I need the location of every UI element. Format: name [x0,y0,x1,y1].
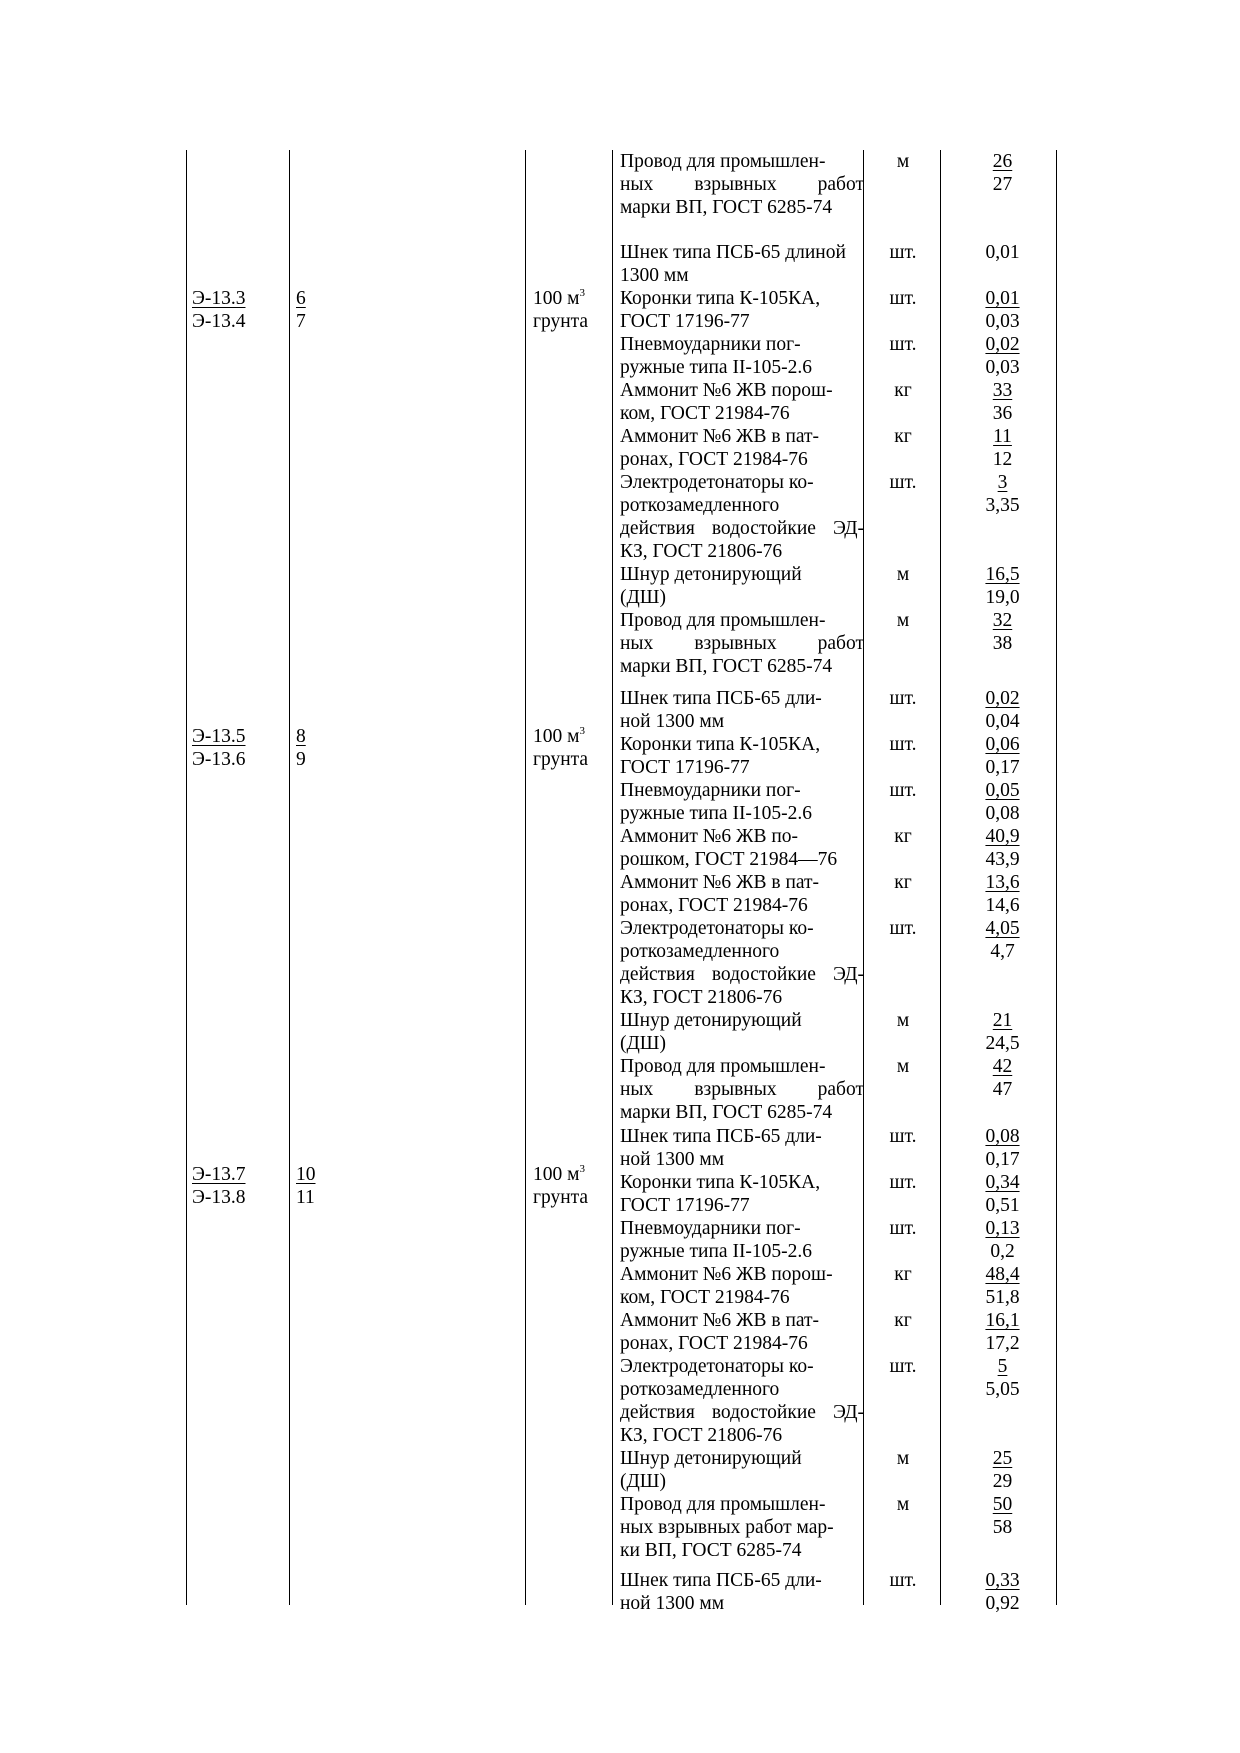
resource-values [945,379,1060,425]
resource-line: Провод для промышлен- [620,1056,826,1077]
resource-values [945,1217,1060,1263]
resource-value: 16,1 [985,1310,1020,1331]
resource-name [620,1125,864,1171]
resource-name [620,1569,864,1615]
resource-name [620,687,864,733]
resource-line: действия водостойкие ЭД- [620,1402,864,1423]
resource-name [620,563,864,609]
resource-line: ронах, ГОСТ 21984-76 [620,1333,808,1354]
resource-name [620,471,864,563]
resource-value: 13,6 [985,872,1020,893]
resource-value: 58 [992,1517,1013,1538]
resource-line: роткозамедленного [620,941,780,962]
measure-unit-sub: грунта [533,749,589,770]
resource-line: ГОСТ 17196-77 [620,311,750,332]
resource-name [620,1171,864,1217]
resource-unit: шт. [889,1126,917,1147]
column-divider [612,150,613,1605]
resource-line: (ДШ) [620,1033,666,1054]
resource-values [945,1263,1060,1309]
resource-unit: шт. [889,780,917,801]
resource-value: 38 [992,633,1013,654]
resource-values [945,779,1060,825]
resource-value: 25 [992,1448,1013,1469]
resource-values [945,687,1060,733]
resource-unit: кг [894,380,912,401]
resource-value: 24,5 [985,1033,1020,1054]
resource-value: 14,6 [985,895,1020,916]
resource-line: Шнек типа ПСБ-65 длиной [620,242,846,263]
measure-unit-sub: грунта [533,1187,589,1208]
resource-line: Аммонит №6 ЖВ по- [620,826,799,847]
resource-name [620,779,864,825]
resource-unit: м [896,610,910,631]
resource-value: 0,01 [985,242,1020,263]
resource-value: 0,08 [985,803,1020,824]
resource-unit: кг [894,426,912,447]
resource-line: Аммонит №6 ЖВ порош- [620,380,833,401]
resource-line: ГОСТ 17196-77 [620,1195,750,1216]
resource-line: Аммонит №6 ЖВ в пат- [620,1310,820,1331]
norm-code: Э-13.8 [192,1187,246,1208]
resource-value: 0,01 [985,288,1020,309]
resource-value: 48,4 [985,1264,1020,1285]
resource-line: Коронки типа К-105КА, [620,734,821,755]
resource-line: ных взрывных работ [620,174,864,195]
resource-line: марки ВП, ГОСТ 6285-74 [620,197,833,218]
resource-values [945,1447,1060,1493]
resource-values [945,1355,1060,1401]
resource-name [620,1355,864,1447]
resource-unit: шт. [889,1218,917,1239]
resource-unit: шт. [889,288,917,309]
resource-value: 5 [997,1356,1008,1377]
resource-line: рошком, ГОСТ 21984—76 [620,849,838,870]
resource-line: (ДШ) [620,587,666,608]
resource-line: ГОСТ 17196-77 [620,757,750,778]
resource-line: Шнек типа ПСБ-65 дли- [620,1570,822,1591]
resource-values [945,1569,1060,1615]
resource-unit: м [896,151,910,172]
norm-code: Э-13.3 [192,288,246,309]
resource-line: ружные типа II-105-2.6 [620,1241,813,1262]
resource-line: КЗ, ГОСТ 21806-76 [620,541,783,562]
resource-values [945,871,1060,917]
resource-value: 0,34 [985,1172,1020,1193]
resource-value: 0,92 [985,1593,1020,1614]
resource-unit: кг [894,826,912,847]
resource-line: Шнур детонирующий [620,1448,802,1469]
resource-line: роткозамедленного [620,1379,780,1400]
resource-line: Шнур детонирующий [620,1010,802,1031]
resource-unit: шт. [889,334,917,355]
resource-value: 4,05 [985,918,1020,939]
resource-unit: шт. [889,242,917,263]
resource-line: Пневмоударники пог- [620,780,801,801]
resource-value: 0,08 [985,1126,1020,1147]
resource-name [620,1263,864,1309]
resource-line: ных взрывных работ [620,633,864,654]
measure-unit: 100 $м^3$ [533,1163,585,1185]
resource-line: действия водостойкие ЭД- [620,518,864,539]
resource-value: 12 [992,449,1013,470]
resource-unit: м [896,564,910,585]
resource-values [945,471,1060,517]
resource-line: Шнур детонирующий [620,564,802,585]
resource-line: Аммонит №6 ЖВ в пат- [620,872,820,893]
column-divider [186,150,187,1605]
resource-values [945,825,1060,871]
resource-values [945,287,1060,333]
resource-name [620,609,864,678]
resource-line: Шнек типа ПСБ-65 дли- [620,1126,822,1147]
resource-line: ронах, ГОСТ 21984-76 [620,895,808,916]
resource-name [620,871,864,917]
resource-line: Провод для промышлен- [620,610,826,631]
resource-value: 0,04 [985,711,1020,732]
resource-line: ной 1300 мм [620,711,725,732]
resource-line: действия водостойкие ЭД- [620,964,864,985]
resource-name [620,1309,864,1355]
resource-line: ной 1300 мм [620,1149,725,1170]
resource-name [620,425,864,471]
resource-values [945,1171,1060,1217]
column-divider [289,150,290,1605]
resource-value: 42 [992,1056,1013,1077]
resource-line: Провод для промышлен- [620,1494,826,1515]
column-divider [525,150,526,1605]
resource-unit: шт. [889,688,917,709]
resource-name [620,287,864,333]
resource-value: 5,05 [985,1379,1020,1400]
resource-name [620,1493,864,1562]
norm-code: Э-13.4 [192,311,246,332]
resource-value: 47 [992,1079,1013,1100]
resource-line: Коронки типа К-105КА, [620,288,821,309]
norm-code: Э-13.6 [192,749,246,770]
resource-value: 3,35 [985,495,1020,516]
resource-values [945,733,1060,779]
measure-unit: 100 $м^3$ [533,287,585,309]
resource-value: 3 [997,472,1008,493]
resource-values [945,241,1060,264]
resource-values [945,609,1060,655]
resource-line: Пневмоударники пог- [620,334,801,355]
resource-value: 0,03 [985,311,1020,332]
resource-line: Коронки типа К-105КА, [620,1172,821,1193]
resource-value: 26 [992,151,1013,172]
resource-line: Электродетонаторы ко- [620,472,814,493]
norm-code: Э-13.5 [192,726,246,747]
resource-unit: шт. [889,1172,917,1193]
resource-unit: м [896,1448,910,1469]
resource-value: 0,06 [985,734,1020,755]
resource-line: КЗ, ГОСТ 21806-76 [620,987,783,1008]
resource-value: 0,13 [985,1218,1020,1239]
resource-value: 33 [992,380,1013,401]
resource-line: ной 1300 мм [620,1593,725,1614]
resource-line: роткозамедленного [620,495,780,516]
resource-line: ком, ГОСТ 21984-76 [620,403,790,424]
resource-value: 0,51 [985,1195,1020,1216]
resource-values [945,1493,1060,1539]
resource-values [945,917,1060,963]
resource-name [620,825,864,871]
resource-values [945,150,1060,196]
resource-unit: шт. [889,1570,917,1591]
resource-name [620,1009,864,1055]
resource-value: 4,7 [990,941,1015,962]
resource-unit: шт. [889,1356,917,1377]
norm-number: 9 [296,749,306,770]
resource-line: марки ВП, ГОСТ 6285-74 [620,656,833,677]
resource-line: ных взрывных работ [620,1079,864,1100]
resource-value: 0,17 [985,1149,1020,1170]
resource-name [620,1055,864,1124]
resource-value: 0,02 [985,688,1020,709]
resource-unit: шт. [889,734,917,755]
resource-unit: м [896,1010,910,1031]
norm-number: 6 [296,288,306,309]
resource-line: 1300 мм [620,265,689,286]
resource-value: 11 [993,426,1012,447]
resource-line: Аммонит №6 ЖВ порош- [620,1264,833,1285]
resource-value: 43,9 [985,849,1020,870]
resource-value: 0,2 [990,1241,1015,1262]
resource-name [620,241,864,287]
resource-value: 51,8 [985,1287,1020,1308]
resource-value: 16,5 [985,564,1020,585]
resource-name [620,1217,864,1263]
resource-value: 0,02 [985,334,1020,355]
resource-line: Аммонит №6 ЖВ в пат- [620,426,820,447]
norm-code: Э-13.7 [192,1164,246,1185]
resource-name [620,1447,864,1493]
resource-name [620,733,864,779]
resource-value: 36 [992,403,1013,424]
resource-value: 50 [992,1494,1013,1515]
resource-line: Электродетонаторы ко- [620,918,814,939]
resource-value: 0,05 [985,780,1020,801]
resource-unit: кг [894,872,912,893]
resource-value: 40,9 [985,826,1020,847]
resource-line: Шнек типа ПСБ-65 дли- [620,688,822,709]
resource-values [945,333,1060,379]
resource-line: ружные типа II-105-2.6 [620,803,813,824]
measure-unit: 100 $м^3$ [533,725,585,747]
resource-values [945,1055,1060,1101]
resource-value: 21 [992,1010,1013,1031]
resource-unit: м [896,1056,910,1077]
resource-value: 19,0 [985,587,1020,608]
resource-line: ружные типа II-105-2.6 [620,357,813,378]
resource-value: 0,33 [985,1570,1020,1591]
resource-value: 0,17 [985,757,1020,778]
measure-unit-sub: грунта [533,311,589,332]
resource-value: 29 [992,1471,1013,1492]
resource-name [620,379,864,425]
resource-value: 27 [992,174,1013,195]
resource-line: марки ВП, ГОСТ 6285-74 [620,1102,833,1123]
norm-number: 10 [296,1164,316,1185]
resource-line: Пневмоударники пог- [620,1218,801,1239]
resource-name [620,333,864,379]
resource-value: 32 [992,610,1013,631]
resource-line: (ДШ) [620,1471,666,1492]
resource-values [945,425,1060,471]
resource-values [945,563,1060,609]
resource-line: Провод для промышлен- [620,151,826,172]
resource-unit: кг [894,1264,912,1285]
resource-line: ных взрывных работ мар- [620,1517,834,1538]
resource-line: Электродетонаторы ко- [620,1356,814,1377]
resource-line: КЗ, ГОСТ 21806-76 [620,1425,783,1446]
resource-line: ком, ГОСТ 21984-76 [620,1287,790,1308]
column-divider [940,150,941,1605]
resource-unit: шт. [889,472,917,493]
resource-unit: шт. [889,918,917,939]
resource-unit: м [896,1494,910,1515]
resource-values [945,1009,1060,1055]
resource-values [945,1125,1060,1171]
norm-number: 11 [296,1187,315,1208]
resource-name [620,917,864,1009]
resource-unit: кг [894,1310,912,1331]
resource-values [945,1309,1060,1355]
norm-number: 7 [296,311,306,332]
resource-name [620,150,864,219]
resource-value: 17,2 [985,1333,1020,1354]
norm-number: 8 [296,726,306,747]
resource-value: 0,03 [985,357,1020,378]
resource-line: ки ВП, ГОСТ 6285-74 [620,1540,802,1561]
resource-line: ронах, ГОСТ 21984-76 [620,449,808,470]
